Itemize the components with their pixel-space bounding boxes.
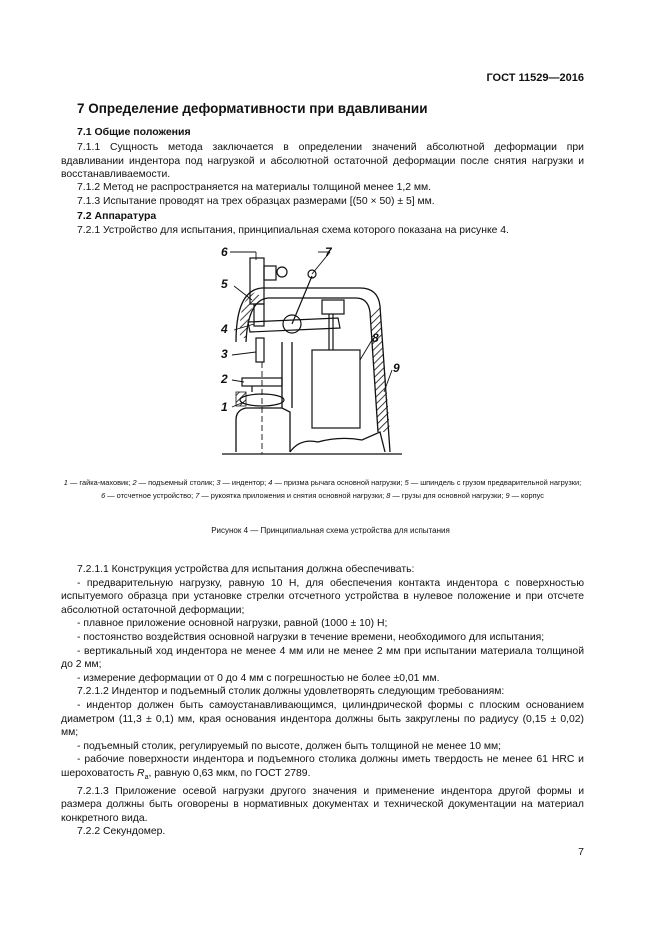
subsection-7-1-title: 7.1 Общие положения — [77, 126, 191, 138]
indenter — [256, 338, 264, 362]
list-item: - плавное приложение основной нагрузки, равной (1000 ± 10) Н; — [77, 618, 388, 630]
paragraph-7-2-2: 7.2.2 Секундомер. — [77, 826, 166, 838]
paragraph-7-2-1-3: 7.2.1.3 Приложение осевой нагрузки другого значения и применение индентора другой формы и размера должны быть оговорены в нормативных документах и технической документации на материал конкретного вида. — [61, 785, 584, 824]
dial-head — [264, 266, 276, 280]
housing-outer — [236, 288, 390, 452]
weight-hanger-block — [322, 300, 344, 314]
paragraph-7-1-2: 7.1.2 Метод не распространяется на материалы толщиной менее 1,2 мм. — [77, 182, 432, 193]
base-right — [290, 432, 385, 452]
figure-label-2: 2 — [221, 372, 228, 386]
figure-label-9: 9 — [393, 361, 400, 375]
section-title: 7 Определение деформативности при вдавливании — [77, 101, 428, 116]
list-item: - рабочие поверхности индентора и подъемного столика должны иметь твердость не менее 61 HRC и шероховатость $R_a$, равную 0,63 мкм, по ГОСТ 2789. — [61, 754, 584, 781]
housing-hatch — [370, 306, 390, 432]
figure-label-5: 5 — [221, 277, 228, 291]
list-item: - вертикальный ход индентора не менее 4 мм или не менее 2 мм при испытании материала толщиной до 2 мм; — [61, 645, 584, 671]
list-item: - измерение деформации от 0 до 4 мм с погрешностью не более ±0,01 мм. — [77, 672, 440, 684]
weights — [312, 350, 360, 428]
main-body-text — [61, 563, 584, 839]
figure-label-4: 4 — [221, 322, 228, 336]
figure-caption: Рисунок 4 — Принципиальная схема устройства для испытания — [211, 526, 450, 535]
list-item: - индентор должен быть самоустанавливающимся, цилиндрической формы с плоским основанием диаметром (11,3 ± 0,1) мм, края основания индентора должны быть закруглены по радиусу (0,15 ± 0,02) мм; — [61, 699, 584, 739]
spindle — [254, 304, 264, 326]
paragraph-7-2-1-2: 7.2.1.2 Индентор и подъемный столик должны удовлетворять следующим требованиям: — [77, 686, 505, 698]
figure-label-8: 8 — [372, 331, 379, 345]
subsection-7-2-title: 7.2 Аппаратура — [77, 210, 157, 222]
document-id: ГОСТ 11529—2016 — [486, 72, 584, 84]
paragraph-7-2-1: 7.2.1 Устройство для испытания, принципиальная схема которого показана на рисунке 4. — [77, 225, 509, 236]
paragraph-7-1-1: 7.1.1 Сущность метода заключается в определении значений абсолютной деформации при вдавливании индентора под нагрузкой и абсолютной остаточной деформации после снятия нагрузки и восстанавливаемости. — [61, 142, 584, 181]
figure-label-6: 6 — [221, 245, 228, 259]
paragraph-7-2-1-1: 7.2.1.1 Конструкция устройства для испытания должна обеспечивать: — [77, 564, 415, 575]
page-number: 7 — [578, 846, 584, 858]
figure-label-3: 3 — [221, 347, 228, 361]
list-item: - предварительную нагрузку, равную 10 Н, для обеспечения контакта индентора с поверхностью испытуемого образца при установке стрелки отсчетного устройства в нулевое положение и при отсчете абсолютной остаточной деформации; — [61, 577, 584, 616]
list-item: - подъемный столик, регулируемый по высоте, должен быть толщиной не менее 10 мм; — [77, 740, 502, 752]
list-item: - постоянство воздействия основной нагрузки в течение времени, необходимого для испытания; — [77, 631, 545, 643]
figure-4-schematic — [0, 242, 661, 462]
apparatus-drawing — [0, 242, 661, 462]
base-left — [236, 408, 290, 452]
dial-knob — [277, 267, 287, 277]
handle-rod — [292, 276, 312, 324]
figure-label-7: 7 — [325, 245, 332, 259]
paragraph-7-1-3: 7.1.3 Испытание проводят на трех образцах размерами [(50 × 50) ± 5] мм. — [77, 196, 435, 207]
figure-legend: 1 — гайка-маховик; 2 — подъемный столик; 3 — индентор; 4 — призма рычага основной нагрузки; 5 — шпиндель с грузом предварительной нагрузки; 6 — отсчетное устройство; 7 — рукоятка приложения и снятия основной нагрузки; 8 — грузы для основной нагрузки; 9 — корпус — [63, 478, 582, 500]
figure-label-1: 1 — [221, 400, 228, 414]
